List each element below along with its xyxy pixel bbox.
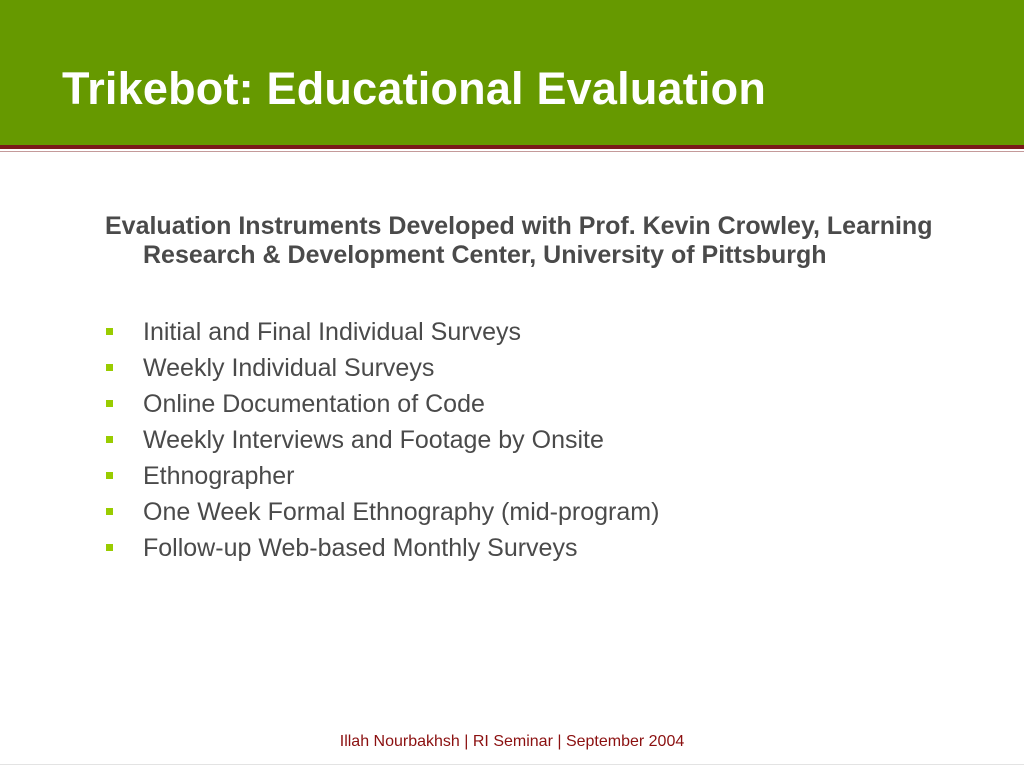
bullet-list [105, 314, 965, 566]
square-bullet-icon [106, 436, 113, 443]
title-bar [0, 0, 1024, 145]
slide-footer [0, 733, 1024, 751]
bullet-item [105, 530, 965, 566]
bullet-item [105, 386, 965, 422]
bullet-item [105, 494, 965, 530]
slide-title: Trikebot: Educational Evaluation [62, 63, 767, 114]
square-bullet-icon [106, 400, 113, 407]
bullet-text: Initial and Final Individual Surveys [143, 318, 521, 346]
bullet-text: Weekly Interviews and Footage by Onsite [143, 426, 604, 454]
bullet-item [105, 350, 965, 386]
square-bullet-icon [106, 364, 113, 371]
bullet-text: Weekly Individual Surveys [143, 354, 435, 382]
bullet-text: One Week Formal Ethnography (mid-program) [143, 498, 660, 526]
bottom-divider [0, 764, 1024, 765]
square-bullet-icon [106, 508, 113, 515]
bullet-text: Ethnographer [143, 462, 295, 490]
footer-text: Illah Nourbakhsh | RI Seminar | September 2004 [339, 733, 685, 750]
title-divider [0, 145, 1024, 149]
title-divider-thin [0, 151, 1024, 152]
section-heading: Evaluation Instruments Developed with Prof. Kevin Crowley, Learning Research & Development Center, University of Pittsburgh [105, 212, 933, 269]
bullet-item [105, 422, 965, 458]
bullet-item [105, 458, 965, 494]
square-bullet-icon [106, 472, 113, 479]
square-bullet-icon [106, 328, 113, 335]
bullet-text: Follow-up Web-based Monthly Surveys [143, 534, 578, 562]
bullet-text: Online Documentation of Code [143, 390, 485, 418]
bullet-item [105, 314, 965, 350]
square-bullet-icon [106, 544, 113, 551]
slide-content [105, 212, 965, 566]
